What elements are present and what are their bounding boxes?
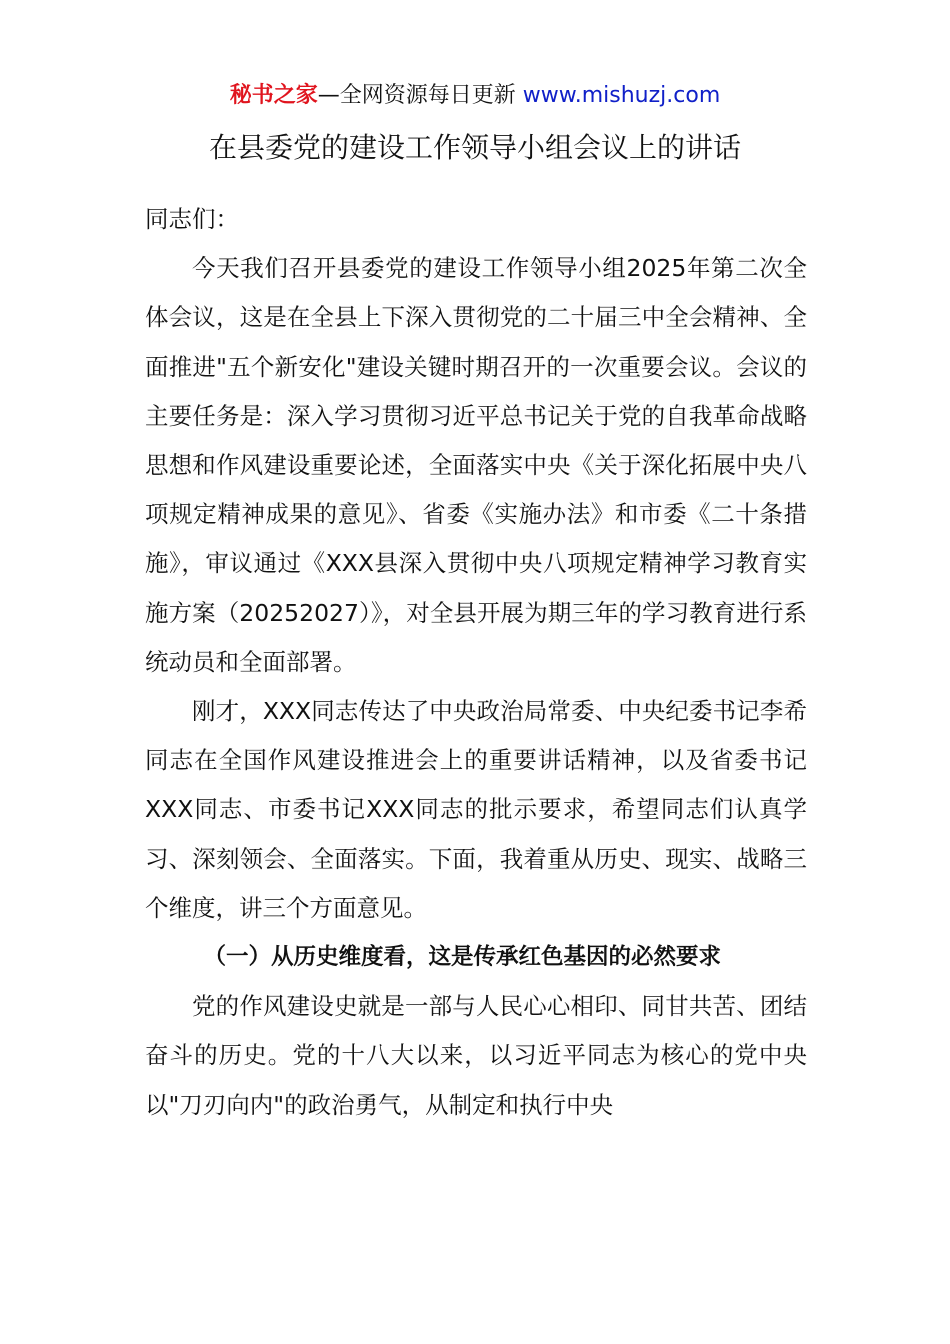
paragraph-intro: 今天我们召开县委党的建设工作领导小组2025年第二次全体会议，这是在全县上下深入贯彻党的二十届三中全会精神、全面推进"五个新安化"建设关键时期召开的一次重要会议。会议的主要任务是：深入学习贯彻习近平总书记关于党的自我革命战略思想和作风建设重要论述，全面落实中央《关于深化拓展中央八项规定精神成果的意见》、省委《实施办法》和市委《二十条措施》，审议通过《XXX县深入贯彻中央八项规定精神学习教育实施方案（20252027）》，对全县开展为期三年的学习教育进行系统动员和全面部署。 [145,254,807,676]
salutation: 同志们： [145,205,239,233]
tagline: —全网资源每日更新 [317,83,516,108]
paragraph-transition: 刚才，XXX同志传达了中央政治局常委、中央纪委书记李希同志在全国作风建设推进会上的重要讲话精神，以及省委书记XXX同志、市委书记XXX同志的批示要求，希望同志们认真学习、深刻领会、全面落实。下面，我着重从历史、现实、战略三个维度，讲三个方面意见。 [145,697,807,922]
brand-name: 秘书之家 [229,83,318,108]
paragraph-section-one: 党的作风建设史就是一部与人民心心相印、同甘共苦、团结奋斗的历史。党的十八大以来，以习近平同志为核心的党中央以"刀刃向内"的政治勇气，从制定和执行中央 [145,992,807,1119]
document-title: 在县委党的建设工作领导小组会议上的讲话 [208,131,741,164]
header-banner [0,80,950,112]
site-url-link[interactable]: www.mishuzj.com [522,83,721,108]
document-body [145,195,807,1130]
section-heading: （一）从历史维度看，这是传承红色基因的必然要求 [203,944,722,971]
